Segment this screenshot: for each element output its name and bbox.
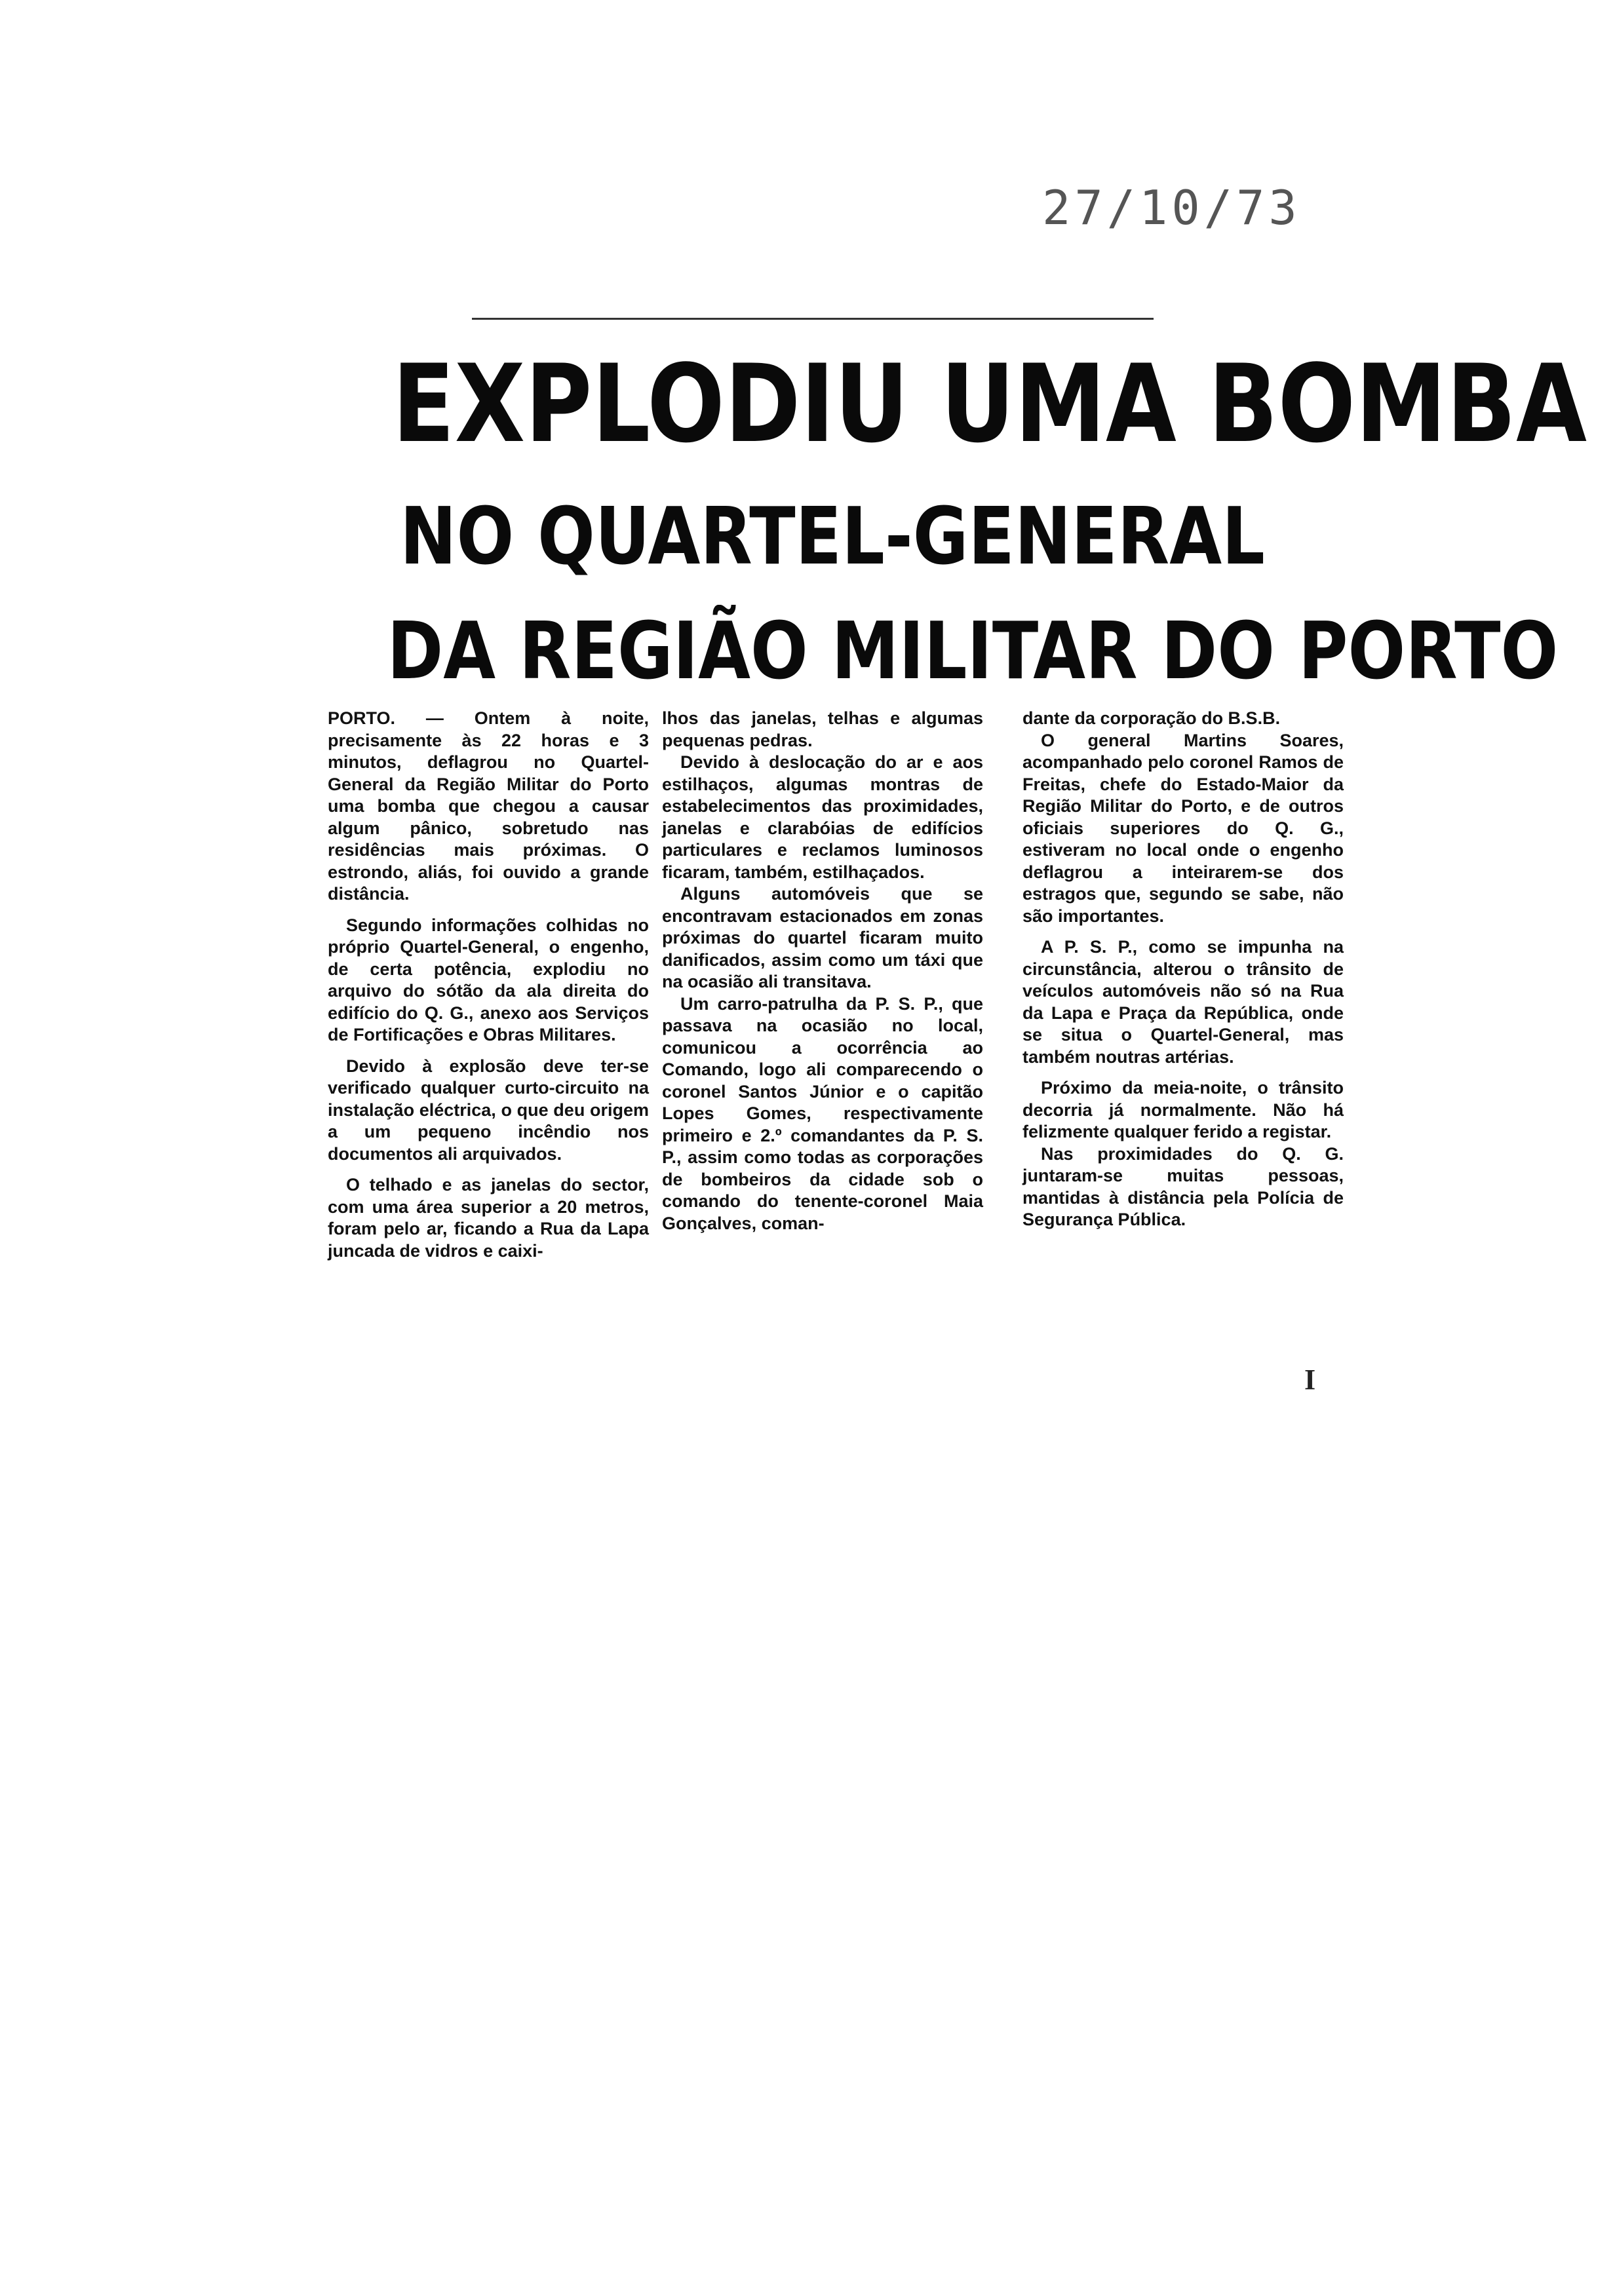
article-paragraph: dante da corporação do B.S.B. xyxy=(1022,708,1281,728)
article-column-2 xyxy=(662,708,983,1402)
handwritten-date-stamp: 27/10/73 xyxy=(1042,180,1301,235)
article-paragraph: Nas proximidades do Q. G. juntaram-se muitas pessoas, mantidas à distância pela Polícia de Segurança Pública. xyxy=(1022,1143,1344,1229)
article-column-1 xyxy=(328,708,649,1402)
article-paragraph: Um carro-patrulha da P. S. P., que passava na ocasião no local, comunicou a ocorrência ao Comando, logo ali comparecendo o coronel Santos Júnior e o capitão Lopes Gomes, respectivamente primeiro e 2.º comandantes da P. S. P., assim como todas as corporações de bombeiros da cidade sob o comando do tenente-coronel Maia Gonçalves, coman- xyxy=(662,993,983,1233)
article-paragraph: Alguns automóveis que se encontravam estacionados em zonas próximas do quartel ficaram muito danificados, assim como um táxi que na ocasião ali transitava. xyxy=(662,884,983,991)
article-paragraph: Devido à deslocação do ar e aos estilhaços, algumas montras de estabelecimentos das proximidades, janelas e clarabóias de edifícios particulares e reclamos luminosos ficaram, também, estilhaçados. xyxy=(662,752,983,882)
headline-line-1: EXPLODIU UMA BOMBA xyxy=(392,341,1587,467)
article-paragraph: Próximo da meia-noite, o trânsito decorria já normalmente. Não há felizmente qualquer ferido a registar. xyxy=(1022,1078,1344,1141)
article-paragraph: O general Martins Soares, acompanhado pelo coronel Ramos de Freitas, chefe do Estado-Maior da Região Militar do Porto, e de outros oficiais superiores do Q. G., estiveram no local onde o engenho deflagrou a inteirarem-se dos estragos que, segundo se sabe, não são importantes. xyxy=(1022,730,1344,926)
headline-line-3: DA REGIÃO MILITAR DO PORTO xyxy=(387,606,1559,697)
article-paragraph: O telhado e as janelas do sector, com uma área superior a 20 metros, foram pelo ar, ficando a Rua da Lapa juncada de vidros e caixi- xyxy=(328,1175,649,1261)
article-column-3 xyxy=(1022,708,1344,1402)
article-paragraph: PORTO. — Ontem à noite, precisamente às 22 horas e 3 minutos, deflagrou no Quartel-General da Região Militar do Porto uma bomba que chegou a causar algum pânico, sobretudo nas residências mais próximas. O estrondo, aliás, foi ouvido a grande distância. xyxy=(328,708,649,904)
article-paragraph: Devido à explosão deve ter-se verificado qualquer curto-circuito na instalação eléctrica, o que deu origem a um pequeno incêndio nos documentos ali arquivados. xyxy=(328,1056,649,1164)
article-paragraph: A P. S. P., como se impunha na circunstância, alterou o trânsito de veículos automóveis não só na Rua da Lapa e Praça da República, onde se situa o Quartel-General, mas também noutras artérias. xyxy=(1022,937,1344,1067)
headline-line-2: NO QUARTEL-GENERAL xyxy=(400,491,1265,583)
end-mark: I xyxy=(1304,1364,1316,1396)
article-paragraph: Segundo informações colhidas no próprio Quartel-General, o engenho, de certa potência, explodiu no arquivo do sótão da ala direita do edifício do Q. G., anexo aos Serviços de Fortificações e Obras Militares. xyxy=(328,915,649,1044)
top-rule-divider xyxy=(472,318,1154,320)
article-paragraph: lhos das janelas, telhas e algumas pequenas pedras. xyxy=(662,708,983,750)
